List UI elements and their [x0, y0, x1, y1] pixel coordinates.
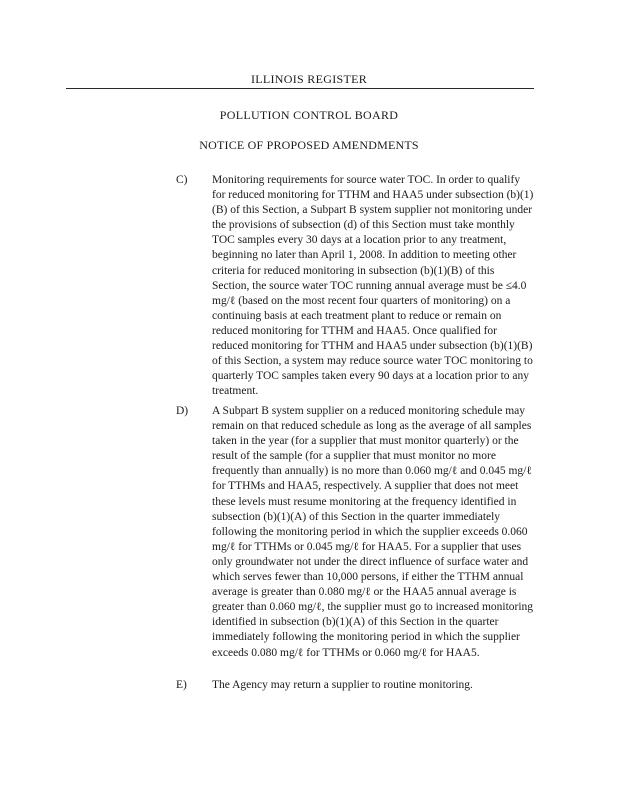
subsection-e-label: E) [176, 679, 187, 691]
subsection-d-text: A Subpart B system supplier on a reduced monitoring schedule may remain on that reduced schedule as long as the average of all samples taken in the year (for a supplier that must monitor quarterly) or the result of the sample (for a supplier that must monitor no more frequently than annually) is no more than 0.060 mg/ℓ and 0.045 mg/ℓ for TTHMs and HAA5, respectively. A supplier that does not meet these levels must resume monitoring at the frequency identified in subsection (b)(1)(A) of this Section in the quarter immediately following the monitoring period in which the supplier exceeds 0.060 mg/ℓ for TTHMs or 0.045 mg/ℓ for HAA5. For a supplier that uses only groundwater not under the direct influence of surface water and which serves fewer than 10,000 persons, if either the TTHM annual average is greater than 0.080 mg/ℓ or the HAA5 annual average is greater than 0.060 mg/ℓ, the supplier must go to increased monitoring identified in subsection (b)(1)(A) of this Section in the quarter immediately following the monitoring period in which the supplier exceeds 0.080 mg/ℓ for TTHMs or 0.060 mg/ℓ for HAA5. [212, 405, 534, 659]
header-divider [66, 88, 534, 89]
subsection-c-text: Monitoring requirements for source water TOC. In order to qualify for reduced monitoring for TTHM and HAA5 under subsection (b)(1)(B) of this Section, a Subpart B system supplier not monitoring under the provisions of subsection (d) of this Section must take monthly TOC samples every 30 days at a location prior to any treatment, beginning no later than April 1, 2008. In addition to meeting other criteria for reduced monitoring in subsection (b)(1)(B) of this Section, the source water TOC running annual average must be ≤4.0 mg/ℓ (based on the most recent four quarters of monitoring) on a continuing basis at each treatment plant to reduce or remain on reduced monitoring for TTHM and HAA5. Once qualified for reduced monitoring for TTHM and HAA5 under subsection (b)(1)(B) of this Section, a system may reduce source water TOC monitoring to quarterly TOC samples taken every 90 days at a location prior to any treatment. [212, 174, 534, 398]
subsection-e-text: The Agency may return a supplier to routine monitoring. [212, 679, 473, 691]
subsection-c-label: C) [176, 174, 188, 186]
agency-name: POLLUTION CONTROL BOARD [219, 108, 399, 122]
subsection-d-label: D) [176, 405, 189, 417]
notice-heading: NOTICE OF PROPOSED AMENDMENTS [199, 138, 419, 152]
register-title: ILLINOIS REGISTER [250, 72, 368, 86]
